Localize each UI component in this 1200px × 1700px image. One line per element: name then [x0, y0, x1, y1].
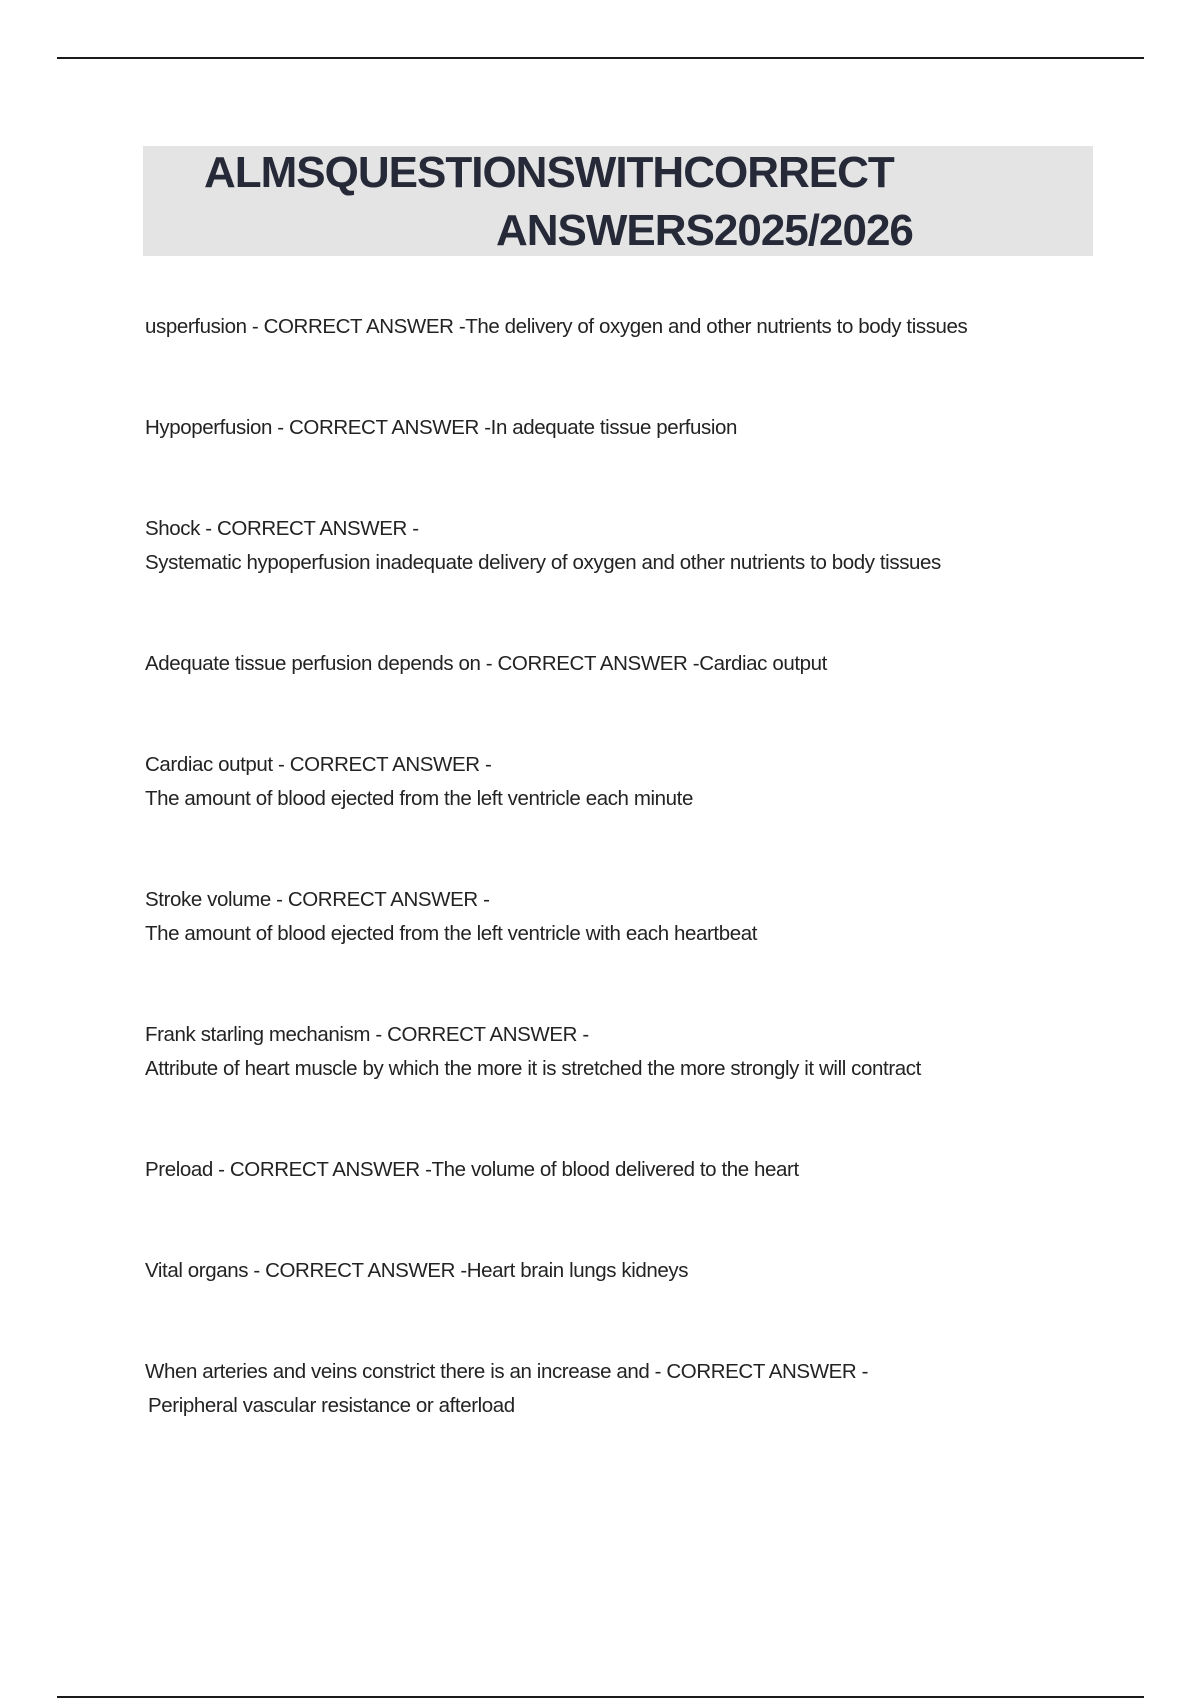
- qa-item-vital-organs: [145, 1254, 688, 1288]
- qa-question: When arteries and veins constrict there is an increase and - CORRECT ANSWER -: [145, 1360, 869, 1383]
- qa-answer: Peripheral vascular resistance or afterload: [148, 1394, 515, 1417]
- qa-answer: The volume of blood delivered to the heart: [431, 1158, 799, 1181]
- qa-question: Adequate tissue perfusion depends on - CORRECT ANSWER -: [145, 652, 700, 675]
- qa-item-frank-starling: [145, 1018, 921, 1086]
- qa-question: usperfusion - CORRECT ANSWER -: [145, 315, 466, 338]
- qa-answer: In adequate tissue perfusion: [490, 416, 738, 439]
- qa-question: Stroke volume - CORRECT ANSWER -: [145, 888, 490, 911]
- qa-question: Shock - CORRECT ANSWER -: [145, 517, 419, 540]
- qa-item-arteries-veins: [145, 1355, 868, 1423]
- qa-item-usperfusion: [145, 310, 967, 344]
- qa-answer: Systematic hypoperfusion inadequate delivery of oxygen and other nutrients to body tissues: [145, 551, 941, 574]
- qa-item-stroke-volume: [145, 883, 757, 951]
- qa-question: Vital organs - CORRECT ANSWER -: [145, 1259, 467, 1282]
- qa-item-adequate-perfusion: [145, 647, 827, 681]
- bottom-rule: [57, 1696, 1144, 1698]
- qa-question: Preload - CORRECT ANSWER -: [145, 1158, 432, 1181]
- document-title-line-1: ALMSQUESTIONSWITHCORRECT: [204, 148, 894, 197]
- qa-item-cardiac-output: [145, 748, 693, 816]
- qa-item-shock: [145, 512, 941, 580]
- qa-answer: The delivery of oxygen and other nutrients to body tissues: [465, 315, 968, 338]
- qa-answer: The amount of blood ejected from the left ventricle with each heartbeat: [145, 922, 758, 945]
- qa-answer: Heart brain lungs kidneys: [466, 1259, 689, 1282]
- qa-answer: The amount of blood ejected from the left ventricle each minute: [145, 787, 693, 810]
- qa-question: Cardiac output - CORRECT ANSWER -: [145, 753, 492, 776]
- qa-answer: Attribute of heart muscle by which the more it is stretched the more strongly it will contract: [145, 1057, 921, 1080]
- qa-question: Hypoperfusion - CORRECT ANSWER -: [145, 416, 491, 439]
- qa-question: Frank starling mechanism - CORRECT ANSWER -: [145, 1023, 589, 1046]
- qa-item-hypoperfusion: [145, 411, 737, 445]
- document-title-line-2: ANSWERS2025/2026: [496, 206, 913, 255]
- qa-answer: Cardiac output: [699, 652, 827, 675]
- qa-item-preload: [145, 1153, 799, 1187]
- top-rule: [57, 57, 1144, 59]
